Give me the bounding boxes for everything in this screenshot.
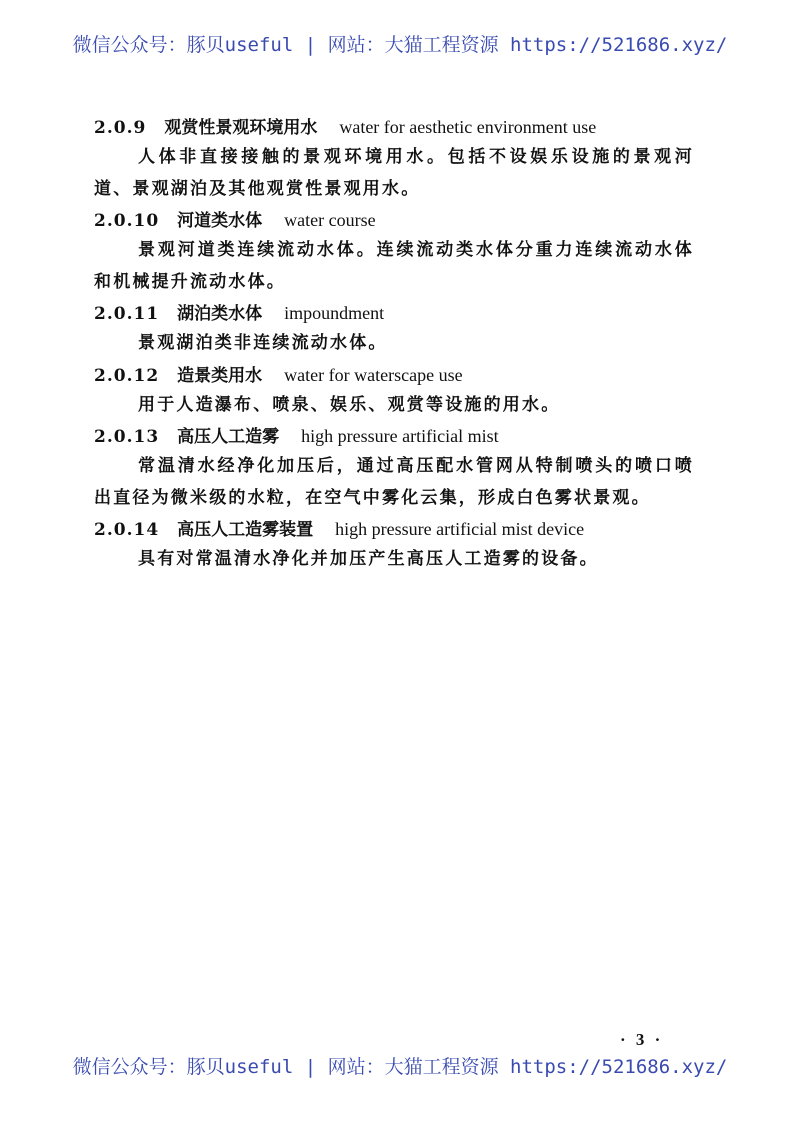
term-chinese: 河道类水体 <box>177 211 263 231</box>
term-heading <box>94 112 694 142</box>
term-number: 2.0.11 <box>94 304 160 324</box>
term-chinese: 高压人工造雾 <box>177 427 280 447</box>
term-number: 2.0.14 <box>94 520 160 540</box>
term-definition: 景观湖泊类非连续流动水体。 <box>138 333 388 353</box>
term-english: high pressure artificial mist device <box>335 519 585 539</box>
term-entry-2-0-9 <box>94 112 694 205</box>
term-chinese: 观赏性景观环境用水 <box>164 118 318 138</box>
term-definition: 人体非直接接触的景观环境用水。包括不设娱乐设施的景观河道、景观湖泊及其他观赏性景观用水。 <box>94 147 694 199</box>
term-english: water for waterscape use <box>284 364 463 385</box>
term-entry-2-0-12 <box>94 360 694 422</box>
term-definition: 具有对常温清水净化并加压产生高压人工造雾的设备。 <box>138 549 599 569</box>
watermark-bottom: 微信公众号：豚贝useful | 网站：大猫工程资源 https://521686.xyz/ <box>72 1056 728 1078</box>
term-entry-2-0-11 <box>94 298 694 360</box>
term-chinese: 湖泊类水体 <box>177 304 263 324</box>
term-number: 2.0.9 <box>94 118 147 138</box>
term-chinese: 高压人工造雾装置 <box>177 520 314 540</box>
term-english: water for aesthetic environment use <box>339 117 597 137</box>
term-entry-2-0-10 <box>94 205 694 298</box>
term-number: 2.0.13 <box>94 427 160 447</box>
term-heading <box>94 514 694 544</box>
term-definition: 用于人造瀑布、喷泉、娱乐、观赏等设施的用水。 <box>138 394 561 415</box>
term-entry-2-0-14 <box>94 514 694 576</box>
watermark-top: 微信公众号：豚贝useful | 网站：大猫工程资源 https://521686.xyz/ <box>72 34 728 56</box>
term-heading <box>94 360 694 390</box>
term-heading <box>94 298 694 328</box>
term-definition: 常温清水经净化加压后，通过高压配水管网从特制喷头的喷口喷出直径为微米级的水粒，在空气中雾化云集，形成白色雾状景观。 <box>94 456 694 508</box>
page-number: · 3 · <box>620 1030 664 1049</box>
term-heading <box>94 205 694 235</box>
term-chinese: 造景类用水 <box>177 365 263 386</box>
term-english: impoundment <box>284 303 385 323</box>
term-english: high pressure artificial mist <box>301 426 499 446</box>
term-heading <box>94 421 694 451</box>
term-entry-2-0-13 <box>94 421 694 514</box>
term-definition: 景观河道类连续流动水体。连续流动类水体分重力连续流动水体和机械提升流动水体。 <box>94 240 694 292</box>
term-number: 2.0.12 <box>94 365 160 386</box>
term-number: 2.0.10 <box>94 211 160 231</box>
term-english: water course <box>284 210 376 230</box>
document-body <box>94 112 694 576</box>
